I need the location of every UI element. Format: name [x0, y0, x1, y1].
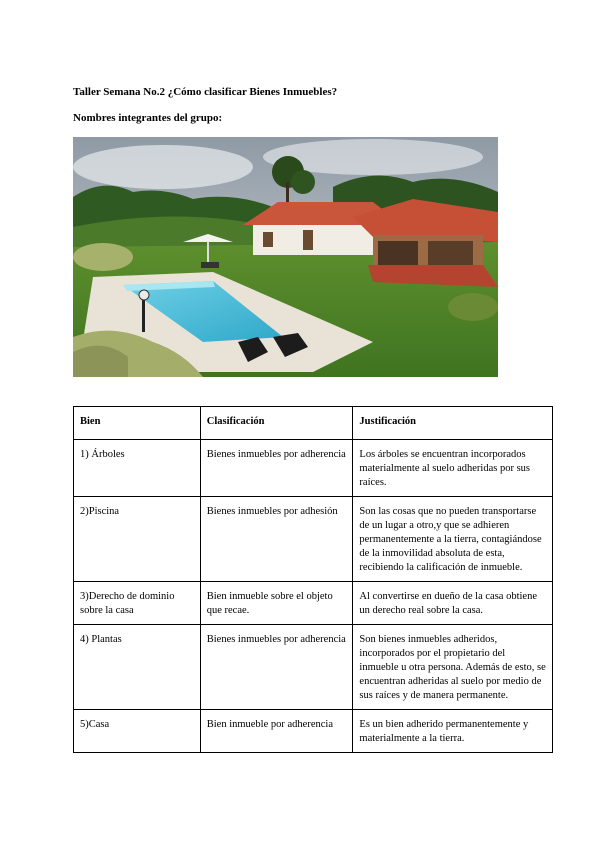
- table-header-row: [74, 407, 553, 440]
- header-clasificacion: Clasificación: [200, 407, 353, 440]
- cell-bien: 4) Plantas: [74, 625, 201, 710]
- table-row: [74, 582, 553, 625]
- cell-clasificacion: Bienes inmuebles por adherencia: [200, 625, 353, 710]
- cell-justificacion: Los árboles se encuentran incorporados materialmente al suelo adheridas por sus raíces.: [353, 440, 553, 497]
- cell-justificacion: Al convertirse en dueño de la casa obtiene un derecho real sobre la casa.: [353, 582, 553, 625]
- header-justificacion: Justificación: [353, 407, 553, 440]
- properties-table: [73, 406, 553, 753]
- group-members-label: Nombres integrantes del grupo:: [73, 112, 223, 124]
- cell-bien: 3)Derecho de dominio sobre la casa: [74, 582, 201, 625]
- document-title: Taller Semana No.2 ¿Cómo clasificar Bienes Inmuebles?: [73, 86, 338, 98]
- header-bien: Bien: [74, 407, 201, 440]
- cell-clasificacion: Bien inmueble sobre el objeto que recae.: [200, 582, 353, 625]
- cell-clasificacion: Bienes inmuebles por adherencia: [200, 440, 353, 497]
- cell-bien: 1) Árboles: [74, 440, 201, 497]
- cell-justificacion: Son bienes inmuebles adheridos, incorporados por el propietario del inmueble u otra persona. Además de esto, se encuentran adheridas al suelo por medio de sus raíces y de manera permanente.: [353, 625, 553, 710]
- table-row: [74, 625, 553, 710]
- house-pool-photo: [73, 137, 498, 377]
- cell-justificacion: Es un bien adherido permanentemente y materialmente a la tierra.: [353, 710, 553, 753]
- cell-bien: 2)Piscina: [74, 497, 201, 582]
- cell-justificacion: Son las cosas que no pueden transportarse de un lugar a otro,y que se adhieren permanentemente a la tierra, contagiándose de la inmovilidad absoluta de esta, recibiendo la calificación de inmueble.: [353, 497, 553, 582]
- table-row: [74, 440, 553, 497]
- cell-clasificacion: Bienes inmuebles por adhesión: [200, 497, 353, 582]
- table-row: [74, 710, 553, 753]
- table-row: [74, 497, 553, 582]
- cell-clasificacion: Bien inmueble por adherencia: [200, 710, 353, 753]
- cell-bien: 5)Casa: [74, 710, 201, 753]
